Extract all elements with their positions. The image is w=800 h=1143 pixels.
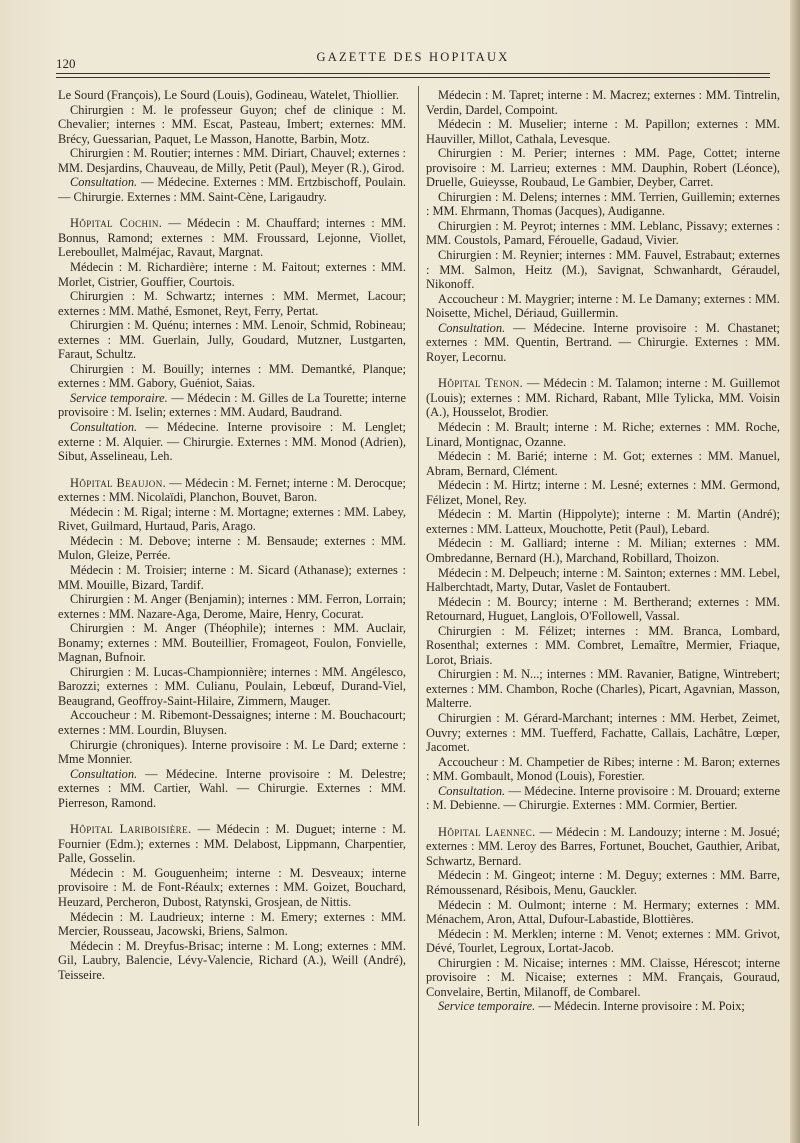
hospital-entry [58, 216, 406, 260]
paragraph-text: Médecin : M. Barié; interne : M. Got; externes : MM. Manuel, Abram, Bernard, Clément. [426, 449, 780, 478]
paragraph-text: — Médecin : M. Fernet; interne : M. Derocque; externes : MM. Nicolaïdi, Planchon, Bouvet, Baron. [58, 475, 406, 505]
staff-paragraph [426, 927, 780, 956]
paragraph-text: — Médecine. Interne provisoire : M. Chastanet; externes : MM. Quentin, Bertrand. — Chirurgie. Externes : MM. Royer, Lecornu. [426, 320, 780, 364]
section-lead: Consultation. [70, 175, 138, 190]
section-gap [426, 364, 780, 376]
staff-paragraph [58, 103, 406, 147]
staff-paragraph [426, 999, 780, 1014]
staff-paragraph [58, 289, 406, 318]
paragraph-text: Médecin : M. Bourcy; interne : M. Bertherand; externes : MM. Retournard, Huguet, Langlois, O'Followell, Vassal. [426, 594, 780, 624]
paragraph-text: Chirurgien : M. Anger (Benjamin); internes : MM. Ferron, Lorrain; externes : MM. Nazare-Aga, Derome, Maire, Henry, Cocurat. [58, 592, 406, 621]
right-column [426, 88, 780, 1014]
hospital-entry [426, 825, 780, 869]
paragraph-text: Chirurgien : M. Schwartz; internes : MM. Mermet, Lacour; externes : MM. Mathé, Esmonet, Reyt, Ferry, Pertat. [58, 289, 406, 318]
staff-paragraph [58, 939, 406, 983]
page-number: 120 [56, 56, 76, 71]
staff-paragraph [426, 478, 780, 507]
paragraph-text: Médecin : M. Muselier; interne : M. Papillon; externes : MM. Hauviller, Millot, Cathala, Levesque. [426, 117, 780, 146]
staff-paragraph [426, 595, 780, 624]
paragraph-text: Chirurgien : M. Quénu; internes : MM. Lenoir, Schmid, Robineau; externes : MM. Guerlain, Jully, Goudard, Mutzner, Lustgarten, Faraut, Schultz. [58, 318, 406, 362]
staff-paragraph [58, 362, 406, 391]
left-column [58, 88, 406, 982]
paragraph-text: Médecin : M. Gingeot; interne : M. Deguy; externes : MM. Barre, Rémoussenard, Résibois, Menu, Gauckler. [426, 868, 780, 897]
paragraph-text: — Médecine. Interne provisoire : M. Delestre; externes : MM. Cartier, Wahl. — Chirurgie. Externes : MM. Pierreson, Ramond. [58, 766, 406, 810]
staff-paragraph [426, 420, 780, 449]
staff-paragraph [58, 260, 406, 289]
paragraph-text: Médecin : M. Debove; interne : M. Bensaude; externes : MM. Mulon, Gleize, Perrée. [58, 533, 406, 563]
hospital-name: Hôpital Tenon. [438, 376, 524, 391]
staff-paragraph [58, 88, 406, 103]
paragraph-text: Médecin : M. Oulmont; interne : M. Hermary; externes : MM. Ménachem, Aron, Attal, Dufour-Labastide, Blottières. [426, 897, 780, 927]
staff-paragraph [58, 563, 406, 592]
staff-paragraph [426, 88, 780, 117]
staff-paragraph [426, 146, 780, 190]
running-title: GAZETTE DES HOPITAUX [316, 50, 510, 64]
paragraph-text: Médecin : M. Merklen; interne : M. Venot; externes : MM. Grivot, Dévé, Tourlet, Legroux, Lortat-Jacob. [426, 926, 780, 956]
paragraph-text: Chirurgien : M. Gérard-Marchant; internes : MM. Herbet, Zeimet, Ouvry; externes : MM. Tuefferd, Fachatte, Callais, Lachâtre, Lœper, Jacomet. [426, 710, 780, 755]
paragraph-text: Accoucheur : M. Ribemont-Dessaignes; interne : M. Bouchacourt; externes : MM. Lourdin, Bluysen. [58, 708, 406, 737]
section-lead: Service temporaire. [70, 390, 168, 405]
staff-paragraph [426, 292, 780, 321]
section-lead: Consultation. [70, 420, 138, 435]
section-gap [426, 813, 780, 825]
staff-paragraph [58, 767, 406, 811]
staff-paragraph [426, 449, 780, 478]
paragraph-text: Médecin : M. Brault; interne : M. Riche; externes : MM. Roche, Linard, Montignac, Ozanne. [426, 420, 780, 449]
paragraph-text: — Médecin : M. Gilles de La Tourette; interne provisoire : M. Iselin; externes : MM. Audard, Baudrand. [58, 390, 406, 420]
staff-paragraph [58, 175, 406, 204]
paragraph-text: Médecin : M. Hirtz; interne : M. Lesné; externes : MM. Germond, Félizet, Monel, Rey. [426, 478, 780, 507]
paragraph-text: Médecin : M. Laudrieux; interne : M. Emery; externes : MM. Mercier, Rousseau, Jacowski, Briens, Salmon. [58, 909, 406, 939]
paragraph-text: Chirurgien : M. Anger (Théophile); internes : MM. Auclair, Bonamy; externes : MM. Bouteillier, Fromageot, Foulon, Fonvielle, Magnan, Bufnoir. [58, 621, 406, 665]
column-divider [418, 86, 419, 1126]
staff-paragraph [426, 321, 780, 365]
hospital-entry [58, 822, 406, 866]
staff-paragraph [426, 536, 780, 565]
hospital-name: Hôpital Laennec. [438, 824, 536, 839]
staff-paragraph [426, 248, 780, 292]
section-gap [58, 464, 406, 476]
paragraph-text: Chirurgien : M. le professeur Guyon; chef de clinique : M. Chevalier; internes : MM. Escat, Pasteau, Imbert; externes: MM. Brécy, Guessarian, Paquet, Le Masson, Hanotte, Barbin, Motz. [58, 102, 406, 146]
paragraph-text: Chirurgien : M. Bouilly; internes : MM. Demantké, Planque; externes : MM. Gabory, Guéniot, Saias. [58, 361, 406, 391]
hospital-name: Hôpital Beaujon. [70, 475, 167, 490]
staff-paragraph [58, 621, 406, 665]
paragraph-text: Chirurgien : M. Perier; internes : MM. Page, Cottet; interne provisoire : M. Larrieu; externes : MM. Dauphin, Robert (Léonce), Druelle, Guieysse, Roubaud, Le Gambier, Deyber, Carret. [426, 146, 780, 190]
paragraph-text: Médecin : M. Tapret; interne : M. Macrez; externes : MM. Tintrelin, Verdin, Dardel, Compoint. [426, 88, 780, 117]
paragraph-text: Médecin : M. Rigal; interne : M. Mortagne; externes : MM. Labey, Rivet, Guilmard, Hurtaud, Paris, Arago. [58, 504, 406, 534]
paragraph-text: — Médecine. Interne provisoire : M. Lenglet; externe : M. Alquier. — Chirurgie. Externes : MM. Monod (Adrien), Sibut, Asselineau, Leh. [58, 420, 406, 464]
staff-paragraph [58, 505, 406, 534]
paragraph-text: — Médecine. Externes : MM. Ertzbischoff, Poulain.— Chirurgie. Externes : MM. Saint-Cène, Larigaudry. [58, 175, 406, 204]
paragraph-text: Médecin : M. Richardière; interne : M. Faitout; externes : MM. Morlet, Cistrier, Gouffier, Courtois. [58, 260, 406, 289]
header-rule-bottom [56, 77, 770, 78]
staff-paragraph [58, 420, 406, 464]
paragraph-text: Chirurgien : M. Peyrot; internes : MM. Leblanc, Pissavy; externes : MM. Coustols, Pamard, Férouelle, Gadaud, Vivier. [426, 218, 780, 248]
staff-paragraph [426, 956, 780, 1000]
staff-paragraph [58, 318, 406, 362]
paragraph-text: Médecin : M. Galliard; interne : M. Milian; externes : MM. Ombredanne, Bernard (H.), Marchand, Robillard, Thoizon. [426, 536, 780, 565]
staff-paragraph [58, 708, 406, 737]
paragraph-text: Chirurgien : M. Lucas-Championnière; internes : MM. Angélesco, Barozzi; externes : MM. Culianu, Poulain, Lebœuf, Durand-Viel, Beaugrand, Geoffroy-Saint-Hilaire, Zimmern, Mauger. [58, 664, 406, 708]
paragraph-text: Accoucheur : M. Champetier de Ribes; interne : M. Baron; externes : MM. Gombault, Monod (Louis), Forestier. [426, 754, 780, 784]
paragraph-text: — Médecin : M. Duguet; interne : M. Fournier (Edm.); externes : MM. Delabost, Lippmann, Charpentier, Palle, Gosselin. [58, 822, 406, 866]
paragraph-text: — Médecin : M. Chauffard; internes : MM. Bonnus, Ramond; externes : MM. Froussard, Lejonne, Viollet, Lereboullet, Malméjac, Ravaut, Margnat. [58, 216, 407, 260]
paragraph-text: Chirurgien : M. Routier; internes : MM. Diriart, Chauvel; externes : MM. Desjardins, Chauveau, de Milly, Petit (Paul), Meyer (R.), Girod. [58, 146, 406, 175]
staff-paragraph [426, 898, 780, 927]
paragraph-text: — Médecin. Interne provisoire : M. Poix; [535, 999, 745, 1014]
paragraph-text: Médecin : M. Delpeuch; interne : M. Sainton; externes : MM. Lebel, Halberchtadt, Marty, Dutar, Vaslet de Fontaubert. [426, 565, 780, 595]
staff-paragraph [426, 219, 780, 248]
hospital-name: Hôpital Cochin. [70, 216, 163, 231]
staff-paragraph [426, 190, 780, 219]
paragraph-text: Chirurgien : M. N...; internes : MM. Ravanier, Batigne, Wintrebert; externes : MM. Chambon, Roche (Charles), Picart, Agavnian, Masson, Malterre. [426, 667, 780, 711]
staff-paragraph [426, 868, 780, 897]
staff-paragraph [426, 507, 780, 536]
page-spine-shadow [790, 0, 800, 1143]
paragraph-text: — Médecin : M. Talamon; interne : M. Guillemot (Louis); externes : MM. Richard, Rabant, Mlle Tylicka, MM. Voisin (A.), Housselot, Brodier. [426, 376, 780, 420]
staff-paragraph [58, 866, 406, 910]
staff-paragraph [58, 534, 406, 563]
staff-paragraph [426, 566, 780, 595]
paragraph-text: Chirurgien : M. Nicaise; internes : MM. Claisse, Hérescot; interne provisoire : M. Nicaise; externes : MM. Français, Gouraud, Convelaire, Bertin, Milanoff, de Combarel. [426, 955, 780, 999]
paragraph-text: Médecin : M. Martin (Hippolyte); interne : M. Martin (André); externes : MM. Latteux, Mouchotte, Petit (Paul), Lebard. [426, 507, 780, 536]
paragraph-text: — Médecine. Interne provisoire : M. Drouard; externe : M. Debienne. — Chirurgie. Externes : MM. Cormier, Bertier. [426, 783, 780, 813]
staff-paragraph [426, 784, 780, 813]
staff-paragraph [426, 624, 780, 668]
hospital-entry [58, 476, 406, 505]
paragraph-text: Chirurgien : M. Delens; internes : MM. Terrien, Guillemin; externes : MM. Ehrmann, Thomas (Jacques), Audiganne. [426, 189, 780, 219]
section-lead: Service temporaire. [438, 999, 536, 1014]
paragraph-text: — Médecin : M. Landouzy; interne : M. Josué; externes : MM. Leroy des Barres, Fortunet, Bouchet, Gauthier, Aribat, Schwartz, Bernard. [426, 824, 780, 868]
hospital-entry [426, 376, 780, 420]
paragraph-text: Médecin : M. Dreyfus-Brisac; interne : M. Long; externes : MM. Gil, Laubry, Balencie, Lévy-Valencie, Richard (A.), Weill (André), Teisseire. [58, 938, 406, 982]
paragraph-text: Médecin : M. Gouguenheim; interne : M. Desveaux; interne provisoire : M. de Font-Réaulx; externes : MM. Goizet, Bouchard, Heuzard, Percheron, Dubost, Ratynski, Grosjean, de Nittis. [58, 865, 406, 909]
staff-paragraph [426, 711, 780, 755]
paragraph-text: Accoucheur : M. Maygrier; interne : M. Le Damany; externes : MM. Noisette, Michel, Dériaud, Guillermin. [426, 291, 780, 321]
staff-paragraph [58, 738, 406, 767]
paragraph-text: Médecin : M. Troisier; interne : M. Sicard (Athanase); externes : MM. Mouille, Bizard, Tardif. [58, 562, 406, 592]
section-lead: Consultation. [438, 320, 506, 335]
staff-paragraph [426, 117, 780, 146]
staff-paragraph [58, 910, 406, 939]
section-lead: Consultation. [438, 783, 506, 798]
hospital-name: Hôpital Lariboisière. [70, 822, 192, 837]
staff-paragraph [58, 592, 406, 621]
section-lead: Consultation. [70, 766, 138, 781]
paragraph-text: Chirurgie (chroniques). Interne provisoire : M. Le Dard; externe : Mme Monnier. [58, 737, 406, 767]
paragraph-text: Chirurgien : M. Reynier; internes : MM. Fauvel, Estrabaut; externes : MM. Salmon, Heitz (M.), Savignat, Schwanhardt, Géraudel, Nikonoff. [426, 248, 780, 292]
paragraph-text: Le Sourd (François), Le Sourd (Louis), Godineau, Watelet, Thiollier. [58, 88, 399, 102]
staff-paragraph [58, 665, 406, 709]
section-gap [58, 810, 406, 822]
header-rule-top [56, 73, 770, 74]
paragraph-text: Chirurgien : M. Félizet; internes : MM. Branca, Lombard, Rosenthal; externes : MM. Combret, Lemaître, Mermier, Friaque, Lorot, Briais. [426, 623, 780, 667]
staff-paragraph [426, 755, 780, 784]
staff-paragraph [58, 146, 406, 175]
staff-paragraph [58, 391, 406, 420]
section-gap [58, 204, 406, 216]
staff-paragraph [426, 667, 780, 711]
page-header [56, 50, 770, 72]
